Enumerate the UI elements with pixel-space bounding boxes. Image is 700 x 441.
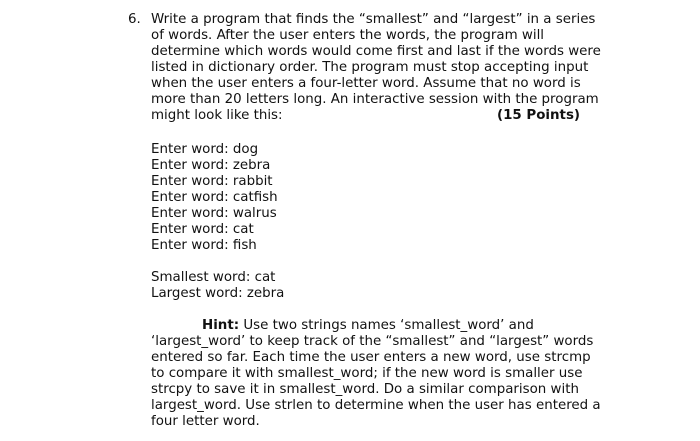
session-line: Enter word: catfish: [151, 190, 278, 205]
question-line: Write a program that finds the “smallest” and “largest” in a series: [151, 12, 596, 27]
result-line: Largest word: zebra: [151, 286, 285, 301]
hint-first-line-text: Use two strings names ‘smallest_word’ and: [239, 318, 534, 333]
session-line: Enter word: cat: [151, 222, 254, 237]
points-label: (15 Points): [497, 108, 581, 123]
hint-paragraph: [151, 318, 611, 430]
hint-label: Hint:: [202, 318, 240, 333]
question-number: 6.: [128, 12, 141, 27]
hint-line: ‘largest_word’ to keep track of the “smallest” and “largest” words: [151, 334, 594, 349]
question-line: of words. After the user enters the words, the program will: [151, 28, 545, 43]
session-line: Enter word: zebra: [151, 158, 271, 173]
hint-line: four letter word.: [151, 414, 260, 429]
sample-session: [151, 142, 611, 254]
hint-line: strcpy to save it in smallest_word. Do a similar comparison with: [151, 382, 579, 397]
hint-first-line: [151, 318, 611, 334]
question-line: might look like this:: [151, 108, 283, 123]
hint-line: entered so far. Each time the user enters a new word, use strcmp: [151, 350, 591, 365]
session-line: Enter word: fish: [151, 238, 257, 253]
sample-results: [151, 270, 611, 302]
hint-line: largest_word. Use strlen to determine when the user has entered a: [151, 398, 601, 413]
hint-line: to compare it with smallest_word; if the new word is smaller use: [151, 366, 583, 381]
session-line: Enter word: rabbit: [151, 174, 273, 189]
question-line: when the user enters a four-letter word. Assume that no word is: [151, 76, 581, 91]
session-line: Enter word: walrus: [151, 206, 277, 221]
result-line: Smallest word: cat: [151, 270, 276, 285]
question-line: determine which words would come first and last if the words were: [151, 44, 601, 59]
session-line: Enter word: dog: [151, 142, 259, 157]
question-line: listed in dictionary order. The program must stop accepting input: [151, 60, 589, 75]
question-line: more than 20 letters long. An interactive session with the program: [151, 92, 599, 107]
